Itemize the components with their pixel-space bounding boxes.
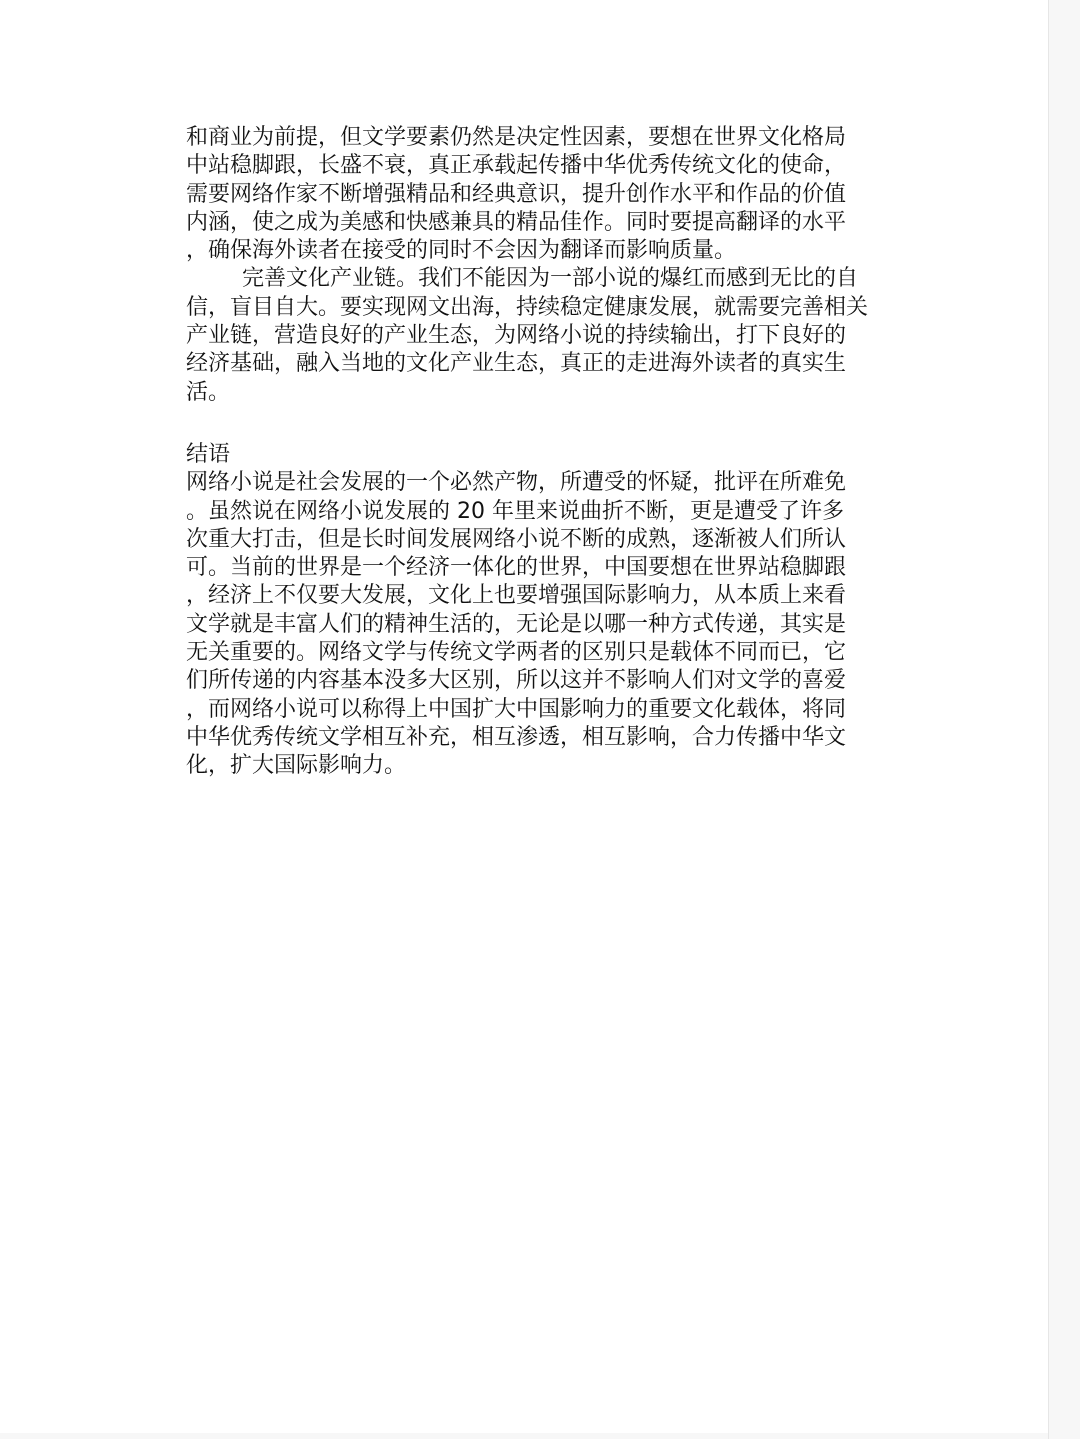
text-line: 需要网络作家不断增强精品和经典意识，提升创作水平和作品的价值 (186, 181, 847, 207)
text-line: 内涵，使之成为美感和快感兼具的精品佳作。同时要提高翻译的水平 (186, 209, 847, 235)
text-line: 和商业为前提，但文学要素仍然是决定性因素，要想在世界文化格局 (186, 125, 847, 150)
text-line: ，经济上不仅要大发展，文化上也要增强国际影响力，从本质上来看 (186, 583, 847, 609)
text-line: 们所传递的内容基本没多大区别，所以这并不影响人们对文学的喜爱 (186, 668, 847, 694)
text-line: 活。 (186, 379, 231, 405)
text-line: 次重大打击，但是长时间发展网络小说不断的成熟，逐渐被人们所认 (186, 526, 847, 552)
paragraph-spacer (186, 407, 898, 441)
text-line: 经济基础，融入当地的文化产业生态，真正的走进海外读者的真实生 (186, 351, 847, 377)
text-line: 。虽然说在网络小说发展的 20 年里来说曲折不断，更是遭受了许多 (186, 498, 844, 524)
text-line: 无关重要的。网络文学与传统文学两者的区别只是载体不同而已，它 (186, 640, 847, 666)
text-line: 产业链，营造良好的产业生态，为网络小说的持续输出，打下良好的 (186, 323, 847, 349)
text-line: 中华优秀传统文学相互补充，相互渗透，相互影响，合力传播中华文 (186, 724, 847, 750)
paragraph-industry-chain (186, 265, 898, 406)
paragraph-translation-quality (186, 124, 898, 265)
page-bottom-edge (0, 1433, 1048, 1439)
text-line: 中站稳脚跟，长盛不衰，真正承载起传播中华优秀传统文化的使命， (186, 153, 847, 179)
text-line: 信，盲目自大。要实现网文出海，持续稳定健康发展，就需要完善相关 (186, 294, 869, 320)
paragraph-conclusion (186, 469, 898, 780)
text-line: 可。当前的世界是一个经济一体化的世界，中国要想在世界站稳脚跟 (186, 555, 847, 581)
text-line: 完善文化产业链。我们不能因为一部小说的爆红而感到无比的自 (186, 266, 858, 292)
page-right-margin (1048, 0, 1080, 1439)
section-heading: 结语 (186, 441, 231, 467)
text-line: ，而网络小说可以称得上中国扩大中国影响力的重要文化载体，将同 (186, 696, 847, 722)
text-line: 文学就是丰富人们的精神生活的，无论是以哪一种方式传递，其实是 (186, 611, 847, 637)
text-line: 网络小说是社会发展的一个必然产物，所遭受的怀疑，批评在所难免 (186, 470, 847, 496)
text-line: ，确保海外读者在接受的同时不会因为翻译而影响质量。 (186, 238, 737, 264)
text-line: 化，扩大国际影响力。 (186, 753, 407, 779)
document-body (186, 124, 898, 781)
